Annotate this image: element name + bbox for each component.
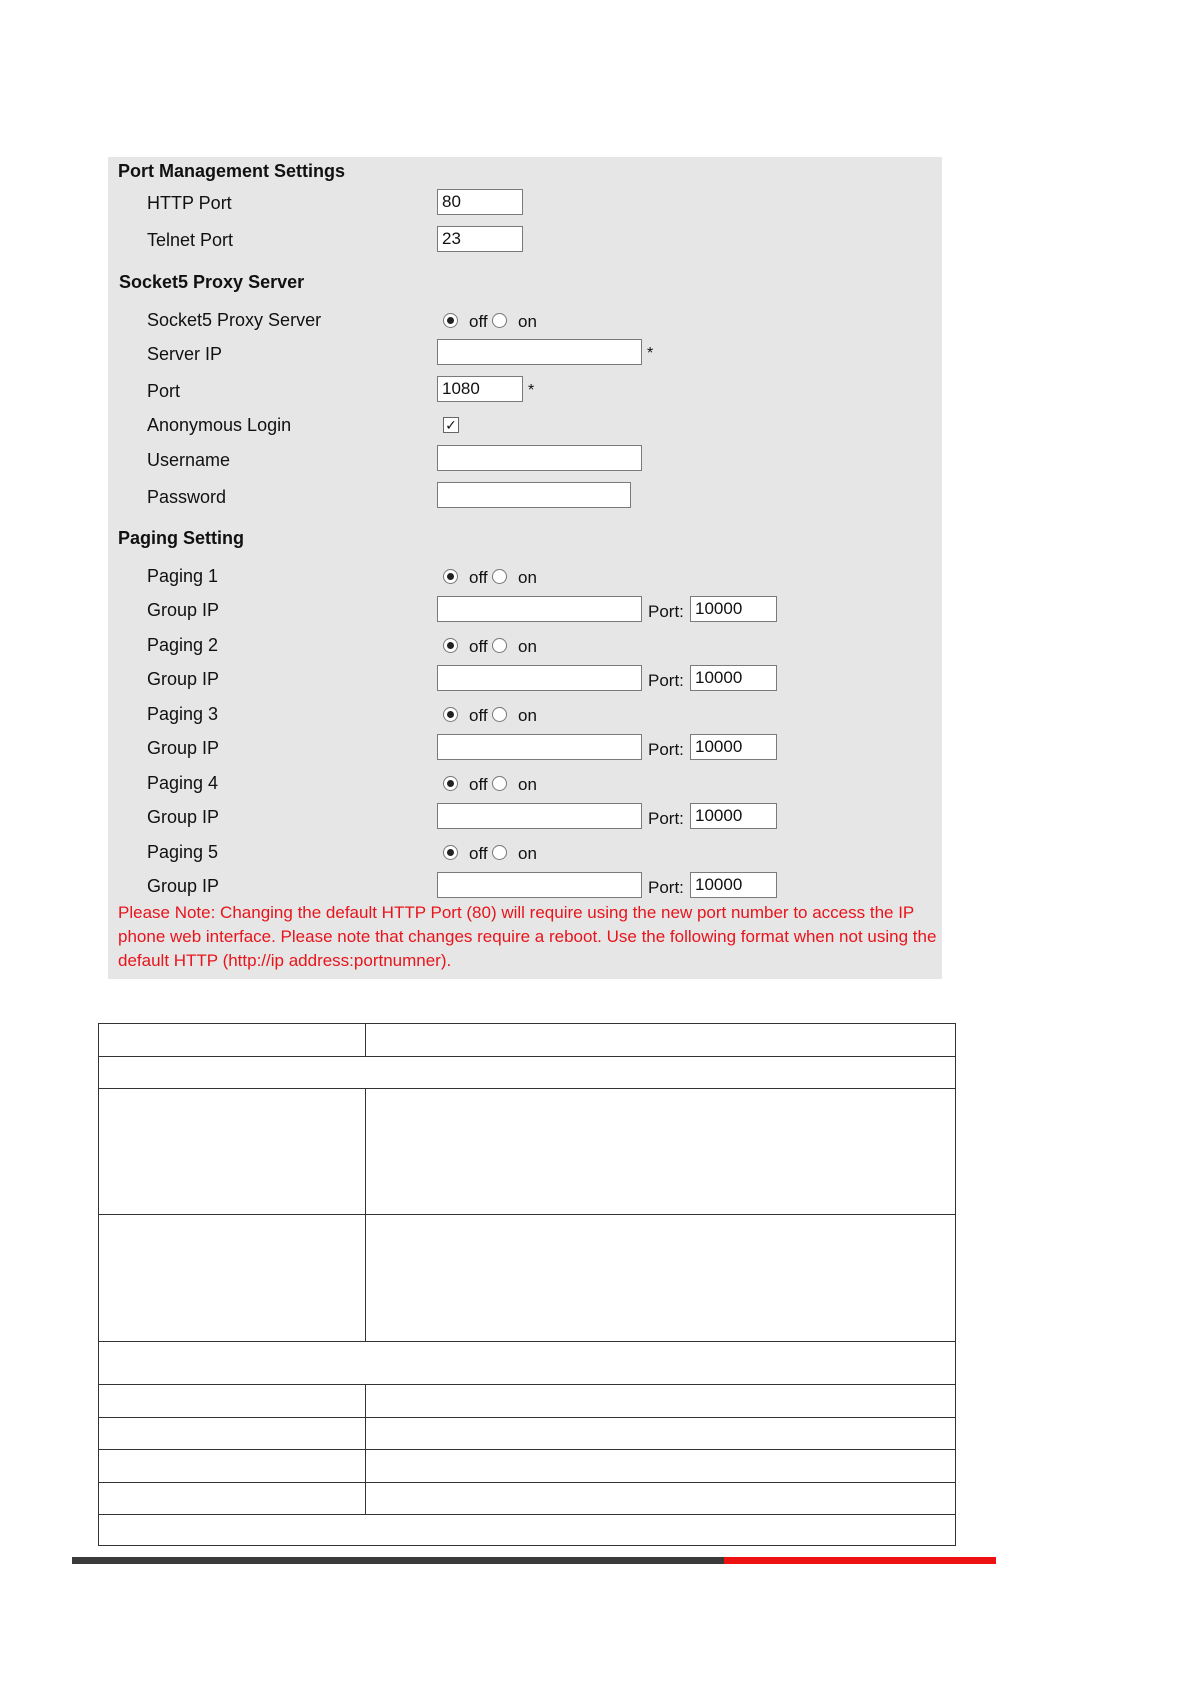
paging-off-label: off [469, 568, 488, 587]
server-ip-label: Server IP [147, 344, 223, 364]
group-ip-input[interactable] [437, 665, 642, 691]
group-port-input[interactable] [690, 596, 777, 622]
paging-off-label: off [469, 844, 488, 863]
paging-off-radio[interactable] [443, 707, 458, 722]
http-port-label: HTTP Port [147, 193, 232, 213]
required-mark: * [528, 382, 535, 399]
paging-off-label: off [469, 637, 488, 656]
group-port-input[interactable] [690, 872, 777, 898]
paging-on-label: on [518, 706, 537, 725]
paging-on-label: on [518, 844, 537, 863]
group-ip-label: Group IP [147, 876, 220, 896]
group-port-label: Port: [648, 671, 684, 690]
telnet-port-input[interactable] [437, 226, 523, 252]
group-port-input[interactable] [690, 734, 777, 760]
table-row-divider [98, 1514, 956, 1515]
group-port-label: Port: [648, 740, 684, 759]
group-port-label: Port: [648, 878, 684, 897]
username-input[interactable] [437, 445, 642, 471]
socket5-off-label: off [469, 312, 488, 331]
paging-label: Paging 4 [147, 773, 219, 793]
paging-on-label: on [518, 775, 537, 794]
table-row-divider [98, 1056, 956, 1057]
anonymous-login-checkbox[interactable]: ✓ [443, 417, 459, 433]
paging-off-radio[interactable] [443, 638, 458, 653]
table-row-divider [98, 1214, 956, 1215]
paging-label: Paging 3 [147, 704, 219, 724]
group-ip-label: Group IP [147, 669, 220, 689]
table-row-divider [98, 1384, 956, 1385]
group-ip-input[interactable] [437, 596, 642, 622]
paging-off-label: off [469, 775, 488, 794]
paging-on-radio[interactable] [492, 845, 507, 860]
footer-bar-red [724, 1557, 996, 1564]
group-port-label: Port: [648, 602, 684, 621]
table-row-divider [98, 1449, 956, 1450]
group-ip-label: Group IP [147, 738, 220, 758]
table-row-divider [98, 1088, 956, 1089]
table-row-divider [98, 1341, 956, 1342]
table-row-divider [98, 1417, 956, 1418]
socket5-on-radio[interactable] [492, 313, 507, 328]
footer-bar-dark [72, 1557, 724, 1564]
paging-label: Paging 5 [147, 842, 219, 862]
password-label: Password [147, 487, 227, 507]
table-col-divider [365, 1384, 366, 1514]
http-port-input[interactable] [437, 189, 523, 215]
group-ip-label: Group IP [147, 807, 220, 827]
paging-on-radio[interactable] [492, 707, 507, 722]
group-ip-input[interactable] [437, 803, 642, 829]
group-ip-input[interactable] [437, 734, 642, 760]
telnet-port-label: Telnet Port [147, 230, 234, 250]
table-row-divider [98, 1482, 956, 1483]
blank-table [98, 1023, 956, 1546]
table-col-divider [365, 1088, 366, 1341]
password-input[interactable] [437, 482, 631, 508]
proxy-port-input[interactable] [437, 376, 523, 402]
paging-on-label: on [518, 637, 537, 656]
paging-off-radio[interactable] [443, 845, 458, 860]
socket5-off-radio[interactable] [443, 313, 458, 328]
group-ip-input[interactable] [437, 872, 642, 898]
socket5-on-label: on [518, 312, 537, 331]
anonymous-login-label: Anonymous Login [147, 415, 292, 435]
username-label: Username [147, 450, 231, 470]
required-mark: * [647, 345, 654, 362]
port-change-note: Please Note: Changing the default HTTP Port (80) will require using the new port number to access the IP phone web interface. Please note that changes require a reboot. Use the following format when not using the default HTTP (http://ip address:portnumner). [118, 903, 937, 970]
paging-label: Paging 1 [147, 566, 219, 586]
paging-off-radio[interactable] [443, 569, 458, 584]
group-port-input[interactable] [690, 665, 777, 691]
socket5-heading: Socket5 Proxy Server [119, 272, 305, 292]
proxy-port-label: Port [147, 381, 181, 401]
server-ip-input[interactable] [437, 339, 642, 365]
port-management-heading: Port Management Settings [118, 161, 346, 181]
group-port-input[interactable] [690, 803, 777, 829]
group-ip-label: Group IP [147, 600, 220, 620]
group-port-label: Port: [648, 809, 684, 828]
paging-on-label: on [518, 568, 537, 587]
socket5-enable-label: Socket5 Proxy Server [147, 310, 322, 330]
paging-off-label: off [469, 706, 488, 725]
paging-heading: Paging Setting [118, 528, 244, 548]
paging-on-radio[interactable] [492, 638, 507, 653]
paging-off-radio[interactable] [443, 776, 458, 791]
paging-on-radio[interactable] [492, 569, 507, 584]
paging-on-radio[interactable] [492, 776, 507, 791]
paging-label: Paging 2 [147, 635, 219, 655]
table-col-divider [365, 1023, 366, 1056]
